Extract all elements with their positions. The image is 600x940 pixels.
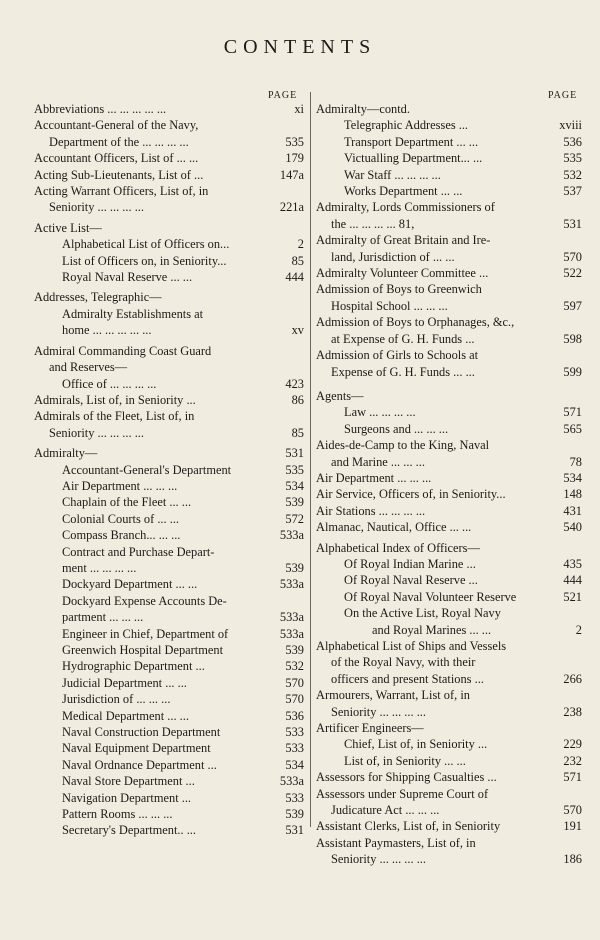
entry-text: List of, in Seniority ... ... <box>344 753 466 768</box>
entry-text: Law ... ... ... ... <box>344 405 416 420</box>
contents-entry <box>316 454 582 470</box>
entry-page-number: 539 <box>285 643 304 657</box>
entry-page-number: 534 <box>285 478 304 493</box>
page-title: CONTENTS <box>223 36 377 58</box>
entry-text: Dockyard Department ... ... <box>62 577 198 592</box>
entry-text: Seniority ... ... ... ... <box>331 852 426 867</box>
entry-page-number: 85 <box>291 253 304 268</box>
entry-text: Works Department ... ... <box>344 184 463 199</box>
entry-text: Compass Branch... ... ... <box>62 528 181 543</box>
entry-page-number: 597 <box>563 298 582 313</box>
entry-text: Admiralty—contd. <box>316 102 410 116</box>
entry-page-number: 533 <box>285 790 304 805</box>
entry-text: ment ... ... ... ... <box>62 560 137 575</box>
entry-text: List of Officers on, in Seniority... <box>62 253 227 268</box>
entry-page-number: 85 <box>291 425 304 440</box>
contents-entry <box>34 236 304 252</box>
entry-page-number: 266 <box>563 671 582 686</box>
contents-entry <box>34 740 304 756</box>
entry-page-number: 570 <box>285 675 304 690</box>
entry-text: Admirals, List of, in Seniority ... <box>34 392 196 407</box>
entry-text: On the Active List, Royal Navy <box>344 606 501 621</box>
contents-entry <box>316 687 582 703</box>
entry-page-number: 232 <box>563 753 582 768</box>
contents-entry <box>34 359 304 375</box>
contents-entry <box>316 540 582 556</box>
entry-text: Hospital School ... ... ... <box>331 298 448 313</box>
contents-entry <box>34 544 304 560</box>
page-column-label-left: PAGE <box>268 90 298 101</box>
entry-text: Medical Department ... ... <box>62 708 189 723</box>
contents-entry <box>34 343 304 359</box>
entry-text: Admission of Girls to Schools at <box>316 348 479 363</box>
entry-text: Active List— <box>34 220 102 235</box>
contents-entry <box>316 199 582 215</box>
entry-text: Addresses, Telegraphic— <box>34 290 162 305</box>
entry-page-number: 570 <box>563 249 582 264</box>
contents-entry <box>34 478 304 494</box>
contents-entry <box>34 392 304 408</box>
entry-page-number: 435 <box>563 556 582 571</box>
contents-entry <box>34 560 304 576</box>
entry-text: Chief, List of, in Seniority ... <box>344 737 488 752</box>
entry-text: Air Service, Officers of, in Seniority... <box>316 487 506 502</box>
contents-entry <box>316 388 582 404</box>
entry-page-number: 179 <box>285 151 304 166</box>
entry-page-number: 531 <box>285 446 304 461</box>
entry-page-number: 531 <box>285 823 304 838</box>
contents-entry <box>316 134 582 150</box>
entry-text: Of Royal Naval Volunteer Reserve <box>344 589 517 604</box>
entry-text: Jurisdiction of ... ... ... <box>62 692 171 707</box>
contents-entry <box>34 183 304 199</box>
entry-page-number: 444 <box>563 573 582 588</box>
contents-entry <box>34 593 304 609</box>
contents-entry <box>316 818 582 834</box>
entry-text: Air Department ... ... ... <box>316 470 432 485</box>
entry-text: Abbreviations ... ... ... ... ... <box>34 102 167 116</box>
contents-entry <box>316 704 582 720</box>
contents-entry <box>34 626 304 642</box>
contents-entry <box>316 331 582 347</box>
entry-page-number: 572 <box>285 511 304 526</box>
contents-entry <box>34 576 304 592</box>
contents-entry <box>316 265 582 281</box>
contents-entry <box>34 199 304 215</box>
entry-page-number: 537 <box>563 184 582 199</box>
contents-entry <box>316 216 582 232</box>
contents-entry <box>316 404 582 420</box>
page-column-label-right: PAGE <box>548 90 578 101</box>
contents-entry <box>34 691 304 707</box>
entry-text: Admiralty of Great Britain and Ire- <box>316 233 491 248</box>
contents-entry <box>34 289 304 305</box>
entry-text: Chaplain of the Fleet ... ... <box>62 495 192 510</box>
entry-text: Pattern Rooms ... ... ... <box>62 807 173 822</box>
contents-entry <box>34 822 304 838</box>
entry-text: War Staff ... ... ... ... <box>344 167 441 182</box>
entry-text: Hydrographic Department ... <box>62 659 205 674</box>
entry-page-number: 565 <box>563 421 582 436</box>
contents-entry <box>316 421 582 437</box>
contents-entry <box>34 773 304 789</box>
contents-entry <box>316 167 582 183</box>
entry-page-number: 533a <box>279 774 304 789</box>
contents-entry <box>34 527 304 543</box>
entry-page-number: 570 <box>285 692 304 707</box>
entry-page-number: 86 <box>291 392 304 407</box>
entry-page-number: 539 <box>285 560 304 575</box>
entry-text: Royal Naval Reserve ... ... <box>62 270 193 285</box>
entry-text: land, Jurisdiction of ... ... <box>331 249 455 264</box>
entry-text: Transport Department ... ... <box>344 134 479 149</box>
contents-entry <box>316 150 582 166</box>
contents-entry <box>316 556 582 572</box>
contents-entry <box>34 511 304 527</box>
entry-page-number: xviii <box>559 118 582 133</box>
contents-entry <box>316 437 582 453</box>
contents-entry <box>316 314 582 330</box>
entry-text: Office of ... ... ... ... <box>62 376 157 391</box>
entry-page-number: 2 <box>575 622 582 637</box>
contents-entry <box>34 462 304 478</box>
entry-text: Dockyard Expense Accounts De- <box>62 593 227 608</box>
entry-text: and Reserves— <box>49 360 128 375</box>
entry-page-number: 535 <box>285 462 304 477</box>
entry-page-number: 539 <box>285 495 304 510</box>
contents-entry <box>34 408 304 424</box>
entry-text: Accountant Officers, List of ... ... <box>34 151 199 166</box>
entry-page-number: 534 <box>563 470 582 485</box>
entry-text: Armourers, Warrant, List of, in <box>316 688 470 703</box>
entry-text: Air Stations ... ... ... ... <box>316 503 426 518</box>
entry-text: Judicature Act ... ... ... <box>331 803 440 818</box>
entry-page-number: 533a <box>279 610 304 625</box>
entry-page-number: 221a <box>279 200 304 215</box>
entry-text: Admiralty Volunteer Committee ... <box>316 266 489 281</box>
contents-entry <box>316 183 582 199</box>
entry-text: the ... ... ... ... 81, <box>331 216 415 231</box>
contents-entry <box>316 503 582 519</box>
contents-entry <box>34 445 304 461</box>
entry-page-number: 148 <box>563 487 582 502</box>
entry-text: Acting Warrant Officers, List of, in <box>34 184 209 199</box>
contents-entry <box>316 347 582 363</box>
entry-text: Colonial Courts of ... ... <box>62 511 180 526</box>
entry-page-number: 570 <box>563 803 582 818</box>
contents-entry <box>316 654 582 670</box>
entry-text: Seniority ... ... ... ... <box>49 200 144 215</box>
contents-entry <box>34 269 304 285</box>
entry-page-number: 533 <box>285 725 304 740</box>
entry-text: partment ... ... ... <box>62 610 144 625</box>
contents-entry <box>34 376 304 392</box>
contents-entry <box>34 708 304 724</box>
entry-text: Seniority ... ... ... ... <box>49 425 144 440</box>
entry-text: Admiralty— <box>34 446 98 461</box>
entry-page-number: 532 <box>563 167 582 182</box>
entry-text: home ... ... ... ... ... <box>62 323 152 338</box>
contents-entry <box>34 117 304 133</box>
entry-text: Naval Equipment Department <box>62 741 211 756</box>
left-contents-column <box>34 101 304 839</box>
entry-text: Assistant Clerks, List of, in Seniority <box>316 819 501 834</box>
entry-page-number: 534 <box>285 757 304 772</box>
contents-entry <box>34 306 304 322</box>
entry-text: Seniority ... ... ... ... <box>331 704 426 719</box>
entry-text: Assessors under Supreme Court of <box>316 786 489 801</box>
entry-page-number: 533a <box>279 626 304 641</box>
contents-entry <box>316 249 582 265</box>
entry-text: Admiralty, Lords Commissioners of <box>316 200 495 215</box>
entry-page-number: 571 <box>563 770 582 785</box>
entry-text: and Royal Marines ... ... <box>372 622 492 637</box>
contents-entry <box>316 364 582 380</box>
entry-text: Admirals of the Fleet, List of, in <box>34 409 195 424</box>
entry-text: Greenwich Hospital Department <box>62 643 224 657</box>
contents-entry <box>316 851 582 867</box>
entry-page-number: 535 <box>563 151 582 166</box>
contents-entry <box>316 298 582 314</box>
entry-text: Victualling Department... ... <box>344 151 483 166</box>
entry-text: Naval Store Department ... <box>62 774 195 789</box>
entry-text: at Expense of G. H. Funds ... <box>331 331 475 346</box>
contents-entry <box>316 786 582 802</box>
entry-page-number: 229 <box>563 737 582 752</box>
contents-entry <box>316 720 582 736</box>
entry-page-number: 147a <box>279 167 304 182</box>
contents-entry <box>316 486 582 502</box>
entry-text: Naval Construction Department <box>62 725 221 740</box>
entry-text: Air Department ... ... ... <box>62 478 178 493</box>
contents-entry <box>34 658 304 674</box>
contents-entry <box>316 519 582 535</box>
contents-entry <box>34 806 304 822</box>
entry-text: Assessors for Shipping Casualties ... <box>316 770 497 785</box>
entry-page-number: 533 <box>285 741 304 756</box>
entry-text: Contract and Purchase Depart- <box>62 544 215 559</box>
entry-page-number: 238 <box>563 704 582 719</box>
entry-text: Accountant-General of the Navy, <box>34 118 199 133</box>
entry-text: and Marine ... ... ... <box>331 454 425 469</box>
entry-text: Of Royal Indian Marine ... <box>344 556 476 571</box>
entry-page-number: 599 <box>563 364 582 379</box>
entry-page-number: 423 <box>285 376 304 391</box>
entry-text: Admiralty Establishments at <box>62 306 204 321</box>
entry-text: Aides-de-Camp to the King, Naval <box>316 438 490 453</box>
entry-page-number: 522 <box>563 266 582 281</box>
entry-text: Judicial Department ... ... <box>62 675 187 690</box>
contents-entry <box>34 134 304 150</box>
contents-entry <box>34 675 304 691</box>
contents-entry <box>34 101 304 117</box>
entry-text: Accountant-General's Department <box>62 462 232 477</box>
entry-page-number: 533a <box>279 577 304 592</box>
contents-entry <box>316 572 582 588</box>
contents-entry <box>316 589 582 605</box>
entry-text: Alphabetical Index of Officers— <box>316 540 480 555</box>
contents-entry <box>316 117 582 133</box>
entry-text: Alphabetical List of Ships and Vessels <box>316 639 507 653</box>
entry-text: Secretary's Department.. ... <box>62 823 197 838</box>
entry-page-number: 536 <box>563 134 582 149</box>
entry-text: Navigation Department ... <box>62 790 192 805</box>
entry-page-number: 186 <box>563 852 582 867</box>
entry-page-number: 191 <box>563 819 582 834</box>
right-contents-column <box>316 101 582 868</box>
contents-entry <box>316 835 582 851</box>
entry-text: Admission of Boys to Orphanages, &c., <box>316 315 515 330</box>
entry-text: Assistant Paymasters, List of, in <box>316 835 476 850</box>
contents-entry <box>316 605 582 621</box>
entry-text: Admission of Boys to Greenwich <box>316 282 482 297</box>
contents-entry <box>34 322 304 338</box>
entry-text: Of Royal Naval Reserve ... <box>344 573 478 588</box>
entry-spacer <box>316 380 582 388</box>
entry-page-number: 598 <box>563 331 582 346</box>
entry-page-number: 78 <box>569 454 582 469</box>
contents-entry <box>316 281 582 297</box>
column-divider <box>310 92 311 827</box>
contents-entry <box>316 671 582 687</box>
contents-entry <box>34 724 304 740</box>
entry-text: Agents— <box>316 388 364 403</box>
contents-entry <box>316 101 582 117</box>
entry-page-number: 533a <box>279 528 304 543</box>
contents-entry <box>34 220 304 236</box>
entry-page-number: 539 <box>285 807 304 822</box>
entry-text: Department of the ... ... ... ... <box>49 134 189 149</box>
contents-entry <box>34 253 304 269</box>
contents-entry <box>316 769 582 785</box>
entry-text: of the Royal Navy, with their <box>331 655 476 670</box>
contents-entry <box>34 790 304 806</box>
entry-text: Expense of G. H. Funds ... ... <box>331 364 475 379</box>
entry-page-number: 540 <box>563 520 582 535</box>
entry-page-number: 444 <box>285 270 304 285</box>
contents-entry <box>316 753 582 769</box>
entry-text: Acting Sub-Lieutenants, List of ... <box>34 167 204 182</box>
contents-entry <box>34 494 304 510</box>
entry-text: Admiral Commanding Coast Guard <box>34 343 212 358</box>
contents-entry <box>34 167 304 183</box>
contents-entry <box>34 757 304 773</box>
entry-text: Telegraphic Addresses ... <box>344 118 469 133</box>
contents-entry <box>34 609 304 625</box>
contents-entry <box>34 642 304 658</box>
entry-page-number: xi <box>294 102 304 116</box>
entry-page-number: 536 <box>285 708 304 723</box>
entry-text: officers and present Stations ... <box>331 671 484 686</box>
entry-page-number: xv <box>291 323 304 338</box>
entry-text: Surgeons and ... ... ... <box>344 421 449 436</box>
contents-entry <box>34 425 304 441</box>
entry-page-number: 2 <box>297 237 304 252</box>
entry-page-number: 531 <box>563 216 582 231</box>
entry-text: Engineer in Chief, Department of <box>62 626 229 641</box>
entry-page-number: 535 <box>285 134 304 149</box>
contents-entry <box>316 802 582 818</box>
contents-entry <box>316 622 582 638</box>
entry-text: Almanac, Nautical, Office ... ... <box>316 520 472 535</box>
entry-text: Naval Ordnance Department ... <box>62 757 217 772</box>
entry-page-number: 571 <box>563 405 582 420</box>
contents-entry <box>316 470 582 486</box>
contents-entry <box>316 736 582 752</box>
entry-page-number: 521 <box>563 589 582 604</box>
entry-text: Artificer Engineers— <box>316 721 424 736</box>
contents-entry <box>316 232 582 248</box>
entry-text: Alphabetical List of Officers on... <box>62 237 230 252</box>
entry-page-number: 431 <box>563 503 582 518</box>
contents-entry <box>316 638 582 654</box>
contents-entry <box>34 150 304 166</box>
entry-page-number: 532 <box>285 659 304 674</box>
